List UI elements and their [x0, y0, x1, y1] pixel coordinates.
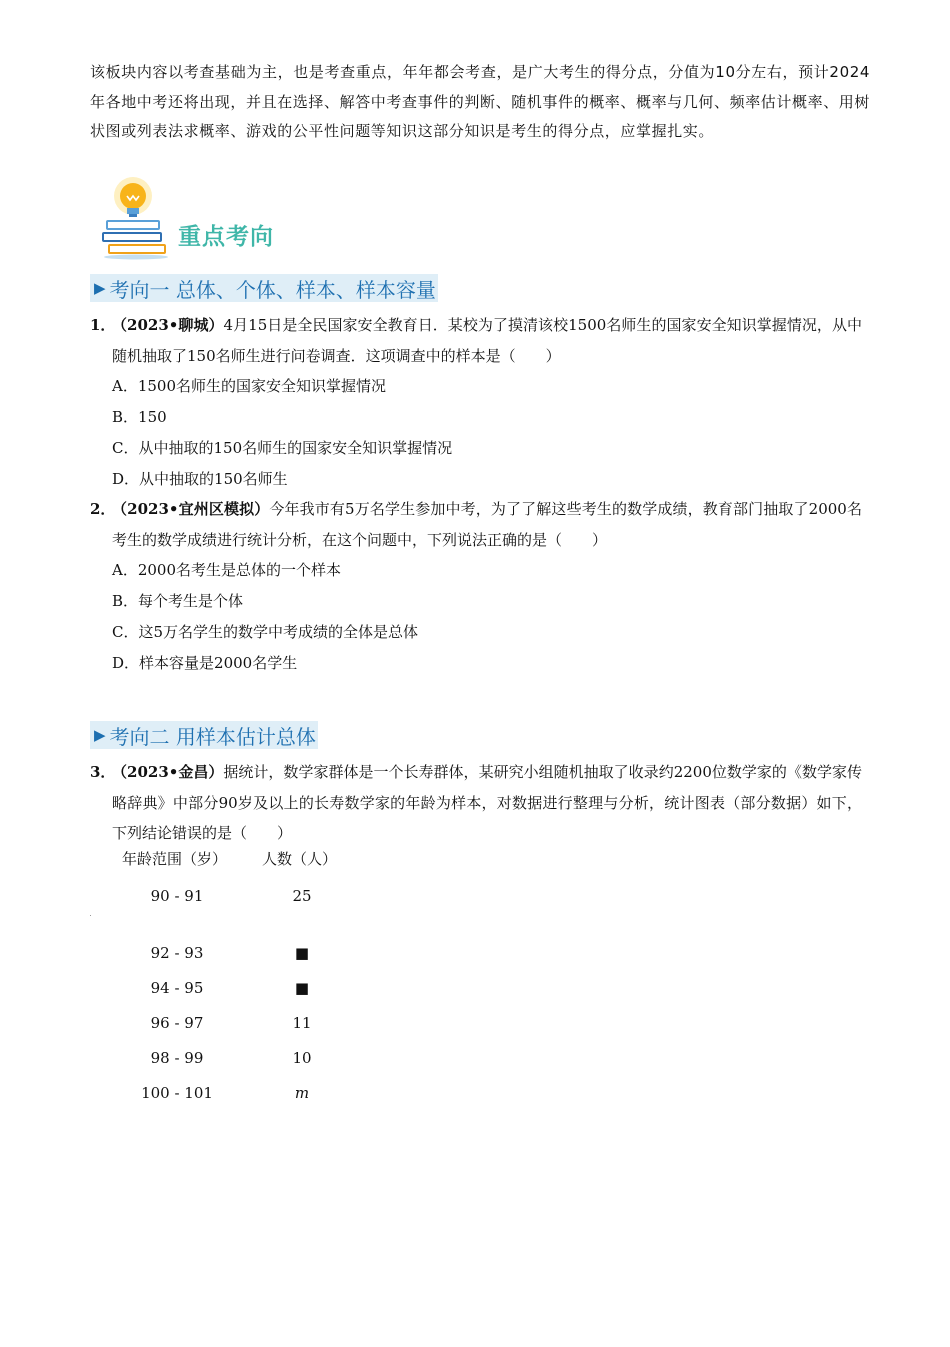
table-header-count: 人数（人） [262, 850, 338, 868]
question-2 [90, 494, 862, 679]
section-heading-2 [90, 721, 318, 749]
table-cell-count: 25 [292, 887, 312, 905]
question-number: 3． [90, 763, 116, 781]
table-cell-age: 90 - 91 [150, 887, 204, 905]
question-number: 2． [90, 500, 116, 518]
question-stem [112, 310, 862, 371]
option-c: C．这5万名学生的数学中考成绩的全体是总体 [112, 623, 419, 641]
table-header-age: 年龄范围（岁） [122, 850, 228, 868]
option-b: B．150 [112, 408, 167, 426]
table-cell-count: ■ [294, 979, 310, 997]
intro-paragraph: 该板块内容以考查基础为主，也是考查重点，年年都会考查，是广大考生的得分点，分值为10分左右，预计2024年各地中考还将出现，并且在选择、解答中考查事件的判断、随机事件的概率、概率与几何、频率估计概率、用树状图或列表法求概率、游戏的公平性问题等知识这部分知识是考生的得分点，应掌握扎实。 [90, 63, 871, 140]
table-cell-age: 100 - 101 [141, 1084, 213, 1102]
banner-title: 重点考向 [178, 224, 274, 250]
table-cell-age: 98 - 99 [150, 1049, 204, 1067]
option-d: D．样本容量是2000名学生 [112, 654, 298, 672]
question-source: （2023•金昌） [112, 763, 224, 781]
question-text: 据统计，数学家群体是一个长寿群体，某研究小组随机抽取了收录约2200位数学家的《数学家传略辞典》中部分90岁及以上的长寿数学家的年龄为样本，对数据进行整理与分析，统计图表（部分数据）如下，下列结论错误的是（ ） [112, 763, 862, 842]
section-title: 考向一 总体、个体、样本、样本容量 [109, 277, 436, 302]
question-stem [112, 757, 862, 849]
question-source: （2023•宜州区模拟） [112, 500, 270, 518]
question-source: （2023•聊城） [112, 316, 224, 334]
key-directions-banner [98, 176, 298, 260]
table-cell-count: m [294, 1084, 310, 1102]
triangle-marker-icon: ▶ [94, 279, 106, 297]
question-text: 今年我市有5万名学生参加中考，为了了解这些考生的数学成绩，教育部门抽取了2000名考生的数学成绩进行统计分析，在这个问题中，下列说法正确的是（ ） [112, 500, 862, 549]
section-heading-1 [90, 274, 438, 302]
question-stem [112, 494, 862, 555]
question-number: 1． [90, 316, 116, 334]
question-text: 4月15日是全民国家安全教育日．某校为了摸清该校1500名师生的国家安全知识掌握情况，从中随机抽取了150名师生进行问卷调查．这项调查中的样本是（ ） [112, 316, 862, 365]
triangle-marker-icon: ▶ [94, 726, 106, 744]
question-3 [90, 757, 862, 849]
table-cell-age: 94 - 95 [150, 979, 204, 997]
question-1 [90, 310, 862, 495]
stray-mark [90, 915, 91, 916]
option-c: C．从中抽取的150名师生的国家安全知识掌握情况 [112, 439, 453, 457]
table-cell-count: 10 [292, 1049, 312, 1067]
option-b: B．每个考生是个体 [112, 592, 244, 610]
table-cell-age: 92 - 93 [150, 944, 204, 962]
option-a: A．1500名师生的国家安全知识掌握情况 [112, 377, 387, 395]
section-title: 考向二 用样本估计总体 [109, 724, 316, 749]
table-cell-age: 96 - 97 [150, 1014, 204, 1032]
option-d: D．从中抽取的150名师生 [112, 470, 288, 488]
lightbulb-books-icon [98, 176, 176, 260]
option-a: A．2000名考生是总体的一个样本 [112, 561, 342, 579]
table-cell-count: 11 [292, 1014, 312, 1032]
table-cell-count: ■ [294, 944, 310, 962]
